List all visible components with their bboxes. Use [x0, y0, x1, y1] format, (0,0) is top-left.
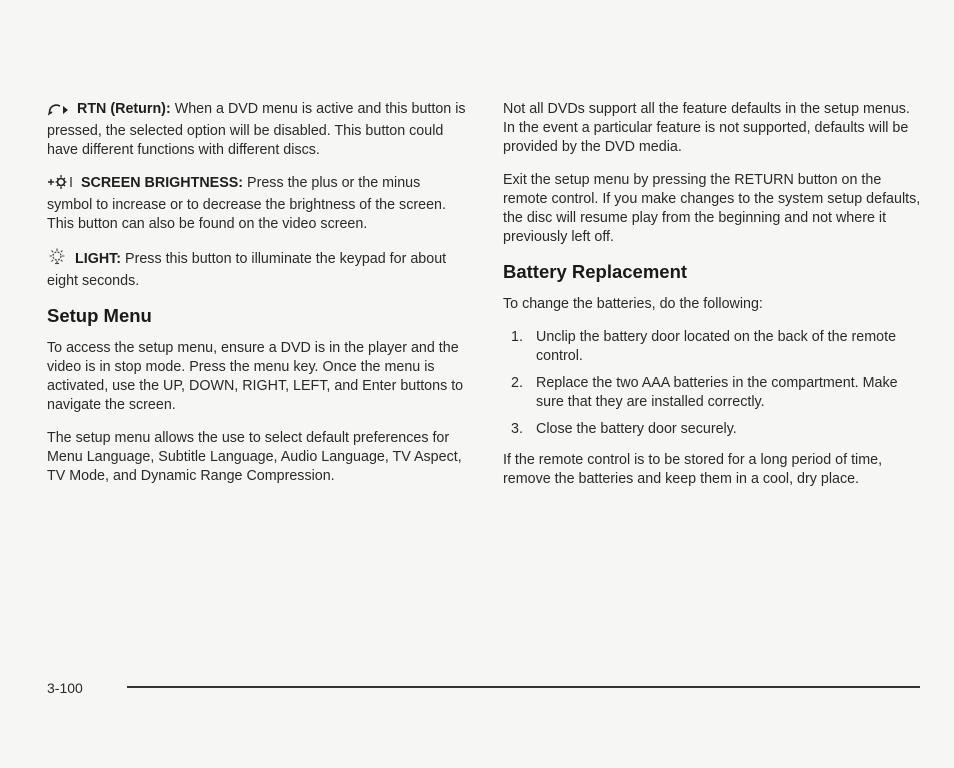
- list-item: [503, 420, 921, 439]
- setup-paragraph-1: To access the setup menu, ensure a DVD is in the player and the video is in stop mode. Press the menu key. Once the menu is activated, use the UP, DOWN, RIGHT, LEFT, and Enter buttons to navigate the screen.: [47, 340, 464, 413]
- brightness-term: SCREEN BRIGHTNESS:: [81, 175, 244, 191]
- battery-intro: To change the batteries, do the following:: [503, 296, 763, 312]
- right-column: [503, 100, 921, 503]
- setup-menu-heading: Setup Menu: [47, 305, 152, 326]
- light-paragraph: [47, 248, 467, 291]
- battery-replacement-heading: Battery Replacement: [503, 261, 688, 282]
- page-number: 3-100: [47, 680, 83, 696]
- return-arrow-icon: [47, 102, 69, 122]
- step-number: 1.: [511, 329, 523, 345]
- rtn-paragraph: [47, 100, 467, 160]
- light-term: LIGHT:: [75, 251, 122, 267]
- brightness-plus-icon: [47, 174, 73, 196]
- step-text: Unclip the battery door located on the back of the remote control.: [536, 329, 897, 364]
- rtn-term: RTN (Return):: [77, 101, 171, 117]
- light-bulb-icon: [47, 248, 67, 272]
- battery-steps-list: [503, 328, 921, 439]
- light-text: Press this button to illuminate the keypad for about eight seconds.: [47, 251, 447, 289]
- brightness-text: Press the plus or the minus symbol to increase or to decrease the brightness of the screen. This button can also be found on the video screen.: [47, 175, 446, 232]
- brightness-paragraph: [47, 174, 467, 234]
- list-item: [503, 328, 921, 366]
- dvd-defaults-paragraph: Not all DVDs support all the feature defaults in the setup menus. In the event a particular feature is not supported, defaults will be provided by the DVD media.: [503, 101, 910, 155]
- storage-paragraph: If the remote control is to be stored for a long period of time, remove the batteries and keep them in a cool, dry place.: [503, 452, 883, 487]
- footer-rule: [127, 686, 920, 688]
- setup-paragraph-2: The setup menu allows the use to select default preferences for Menu Language, Subtitle Language, Audio Language, TV Aspect, TV Mode, and Dynamic Range Compression.: [47, 430, 462, 484]
- step-text: Replace the two AAA batteries in the compartment. Make sure that they are installed correctly.: [536, 375, 898, 410]
- rtn-text: When a DVD menu is active and this button is pressed, the selected option will be disabled. This button could have different functions with different discs.: [47, 101, 466, 158]
- step-text: Close the battery door securely.: [536, 421, 737, 437]
- left-column: [47, 100, 467, 500]
- step-number: 3.: [511, 421, 523, 437]
- step-number: 2.: [511, 375, 523, 391]
- exit-setup-paragraph: Exit the setup menu by pressing the RETURN button on the remote control. If you make changes to the system setup defaults, the disc will resume play from the beginning and not where it previously left off.: [503, 172, 921, 245]
- list-item: [503, 374, 921, 412]
